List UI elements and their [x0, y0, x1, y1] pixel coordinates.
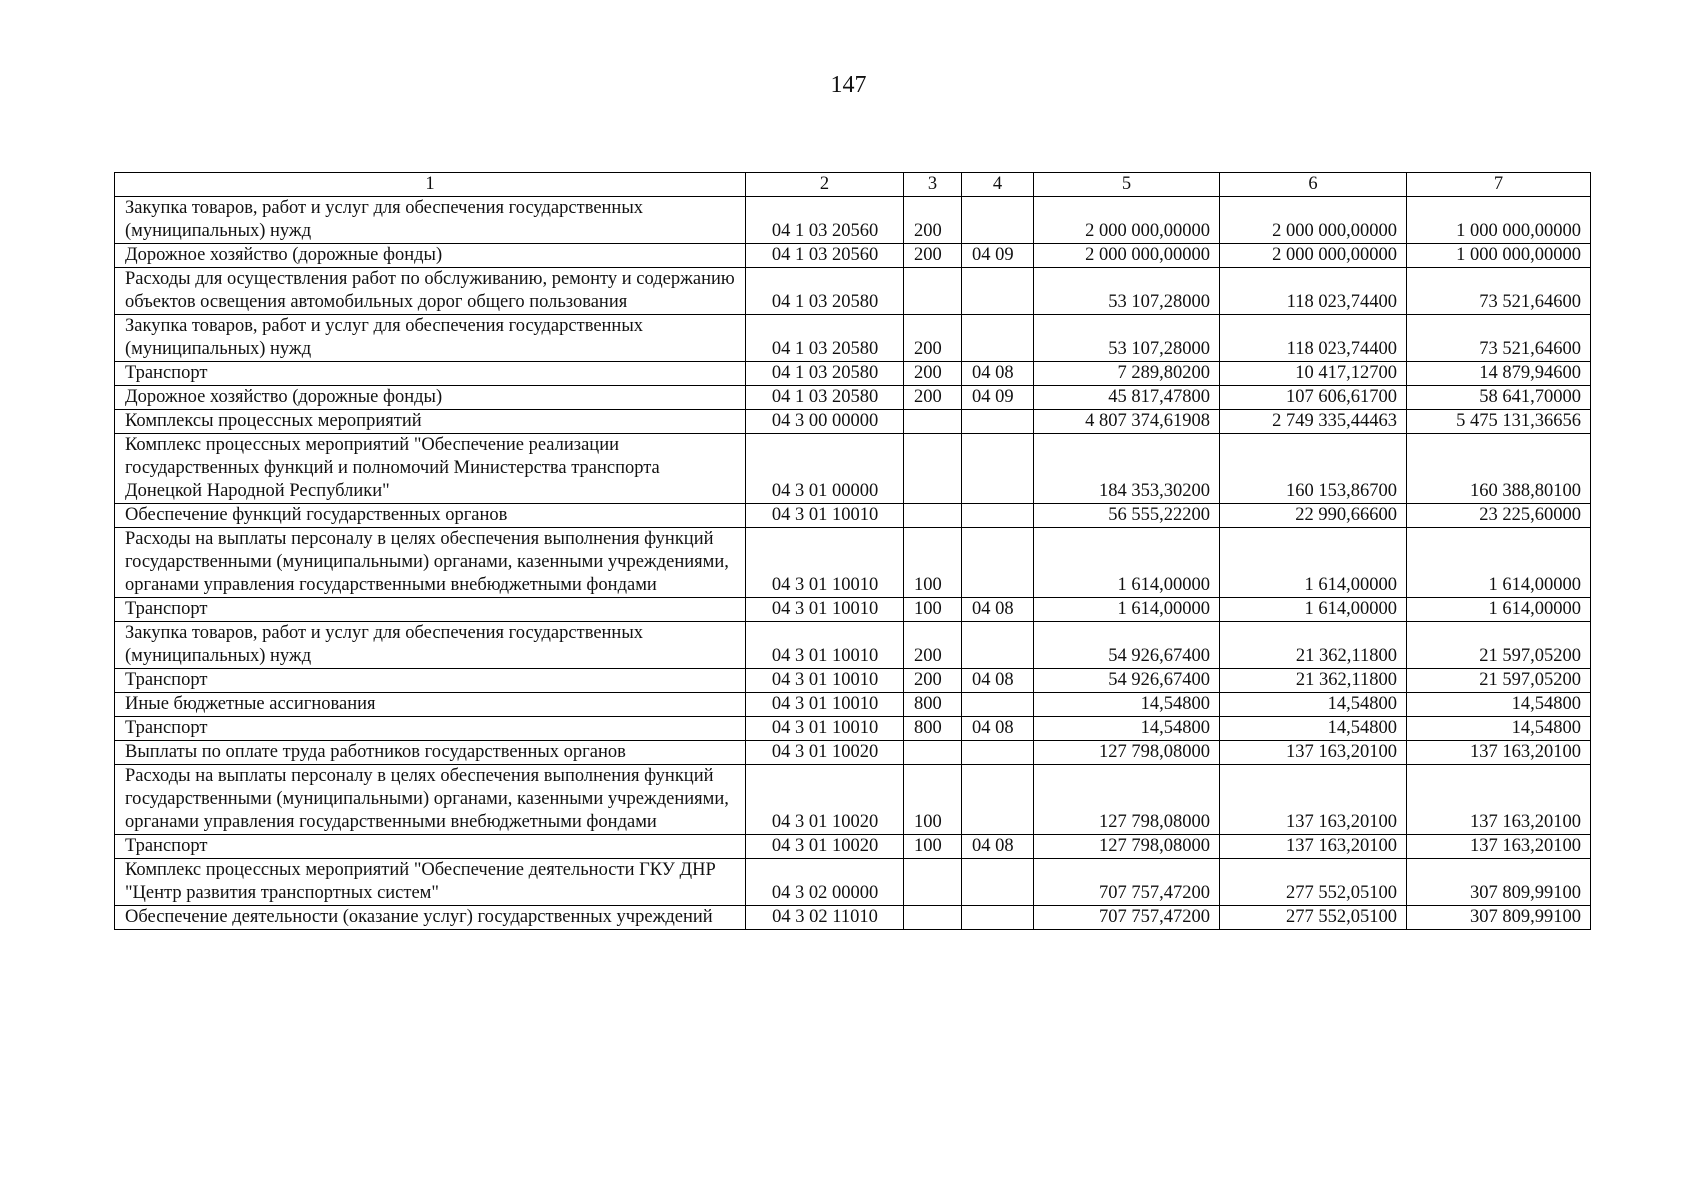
table-row — [115, 598, 1591, 622]
item-name-cell: Обеспечение функций государственных органов — [115, 504, 746, 528]
amount-col5-cell: 2 000 000,00000 — [1034, 197, 1220, 244]
item-name-cell: Транспорт — [115, 835, 746, 859]
section-cell — [962, 622, 1034, 669]
expense-type-cell: 800 — [904, 693, 962, 717]
table-row — [115, 741, 1591, 765]
amount-col5-cell: 184 353,30200 — [1034, 434, 1220, 504]
table-row — [115, 622, 1591, 669]
section-cell — [962, 765, 1034, 835]
amount-col5-cell: 1 614,00000 — [1034, 528, 1220, 598]
amount-col6-cell: 277 552,05100 — [1220, 906, 1407, 930]
section-cell — [962, 197, 1034, 244]
amount-col7-cell: 1 614,00000 — [1407, 598, 1591, 622]
expense-type-cell: 100 — [904, 835, 962, 859]
section-cell — [962, 741, 1034, 765]
section-cell: 04 09 — [962, 386, 1034, 410]
amount-col5-cell: 45 817,47800 — [1034, 386, 1220, 410]
item-name-cell: Комплекс процессных мероприятий "Обеспечение деятельности ГКУ ДНР "Центр развития транспортных систем" — [115, 859, 746, 906]
table-row — [115, 197, 1591, 244]
item-name-cell: Транспорт — [115, 362, 746, 386]
table-row — [115, 315, 1591, 362]
table-row — [115, 693, 1591, 717]
section-cell — [962, 906, 1034, 930]
expense-type-cell: 200 — [904, 622, 962, 669]
table-row — [115, 386, 1591, 410]
expense-type-cell: 200 — [904, 386, 962, 410]
amount-col5-cell: 1 614,00000 — [1034, 598, 1220, 622]
table-row — [115, 410, 1591, 434]
item-name-cell: Закупка товаров, работ и услуг для обеспечения государственных (муниципальных) нужд — [115, 197, 746, 244]
expense-type-cell: 200 — [904, 244, 962, 268]
target-article-cell: 04 3 01 00000 — [746, 434, 904, 504]
table-row — [115, 835, 1591, 859]
item-name-cell: Транспорт — [115, 717, 746, 741]
amount-col5-cell: 56 555,22200 — [1034, 504, 1220, 528]
amount-col6-cell: 1 614,00000 — [1220, 528, 1407, 598]
section-cell: 04 08 — [962, 835, 1034, 859]
expense-type-cell — [904, 410, 962, 434]
column-number-row — [115, 173, 1591, 197]
amount-col6-cell: 2 749 335,44463 — [1220, 410, 1407, 434]
amount-col5-cell: 14,54800 — [1034, 717, 1220, 741]
target-article-cell: 04 3 02 00000 — [746, 859, 904, 906]
table-row — [115, 362, 1591, 386]
item-name-cell: Иные бюджетные ассигнования — [115, 693, 746, 717]
amount-col6-cell: 118 023,74400 — [1220, 315, 1407, 362]
target-article-cell: 04 3 01 10020 — [746, 765, 904, 835]
amount-col7-cell: 14,54800 — [1407, 693, 1591, 717]
expense-type-cell — [904, 741, 962, 765]
column-header: 5 — [1034, 173, 1220, 197]
amount-col6-cell: 10 417,12700 — [1220, 362, 1407, 386]
table-row — [115, 504, 1591, 528]
item-name-cell: Выплаты по оплате труда работников государственных органов — [115, 741, 746, 765]
expense-type-cell: 800 — [904, 717, 962, 741]
expense-type-cell: 200 — [904, 197, 962, 244]
target-article-cell: 04 3 01 10020 — [746, 741, 904, 765]
amount-col5-cell: 53 107,28000 — [1034, 268, 1220, 315]
target-article-cell: 04 1 03 20580 — [746, 386, 904, 410]
amount-col6-cell: 137 163,20100 — [1220, 741, 1407, 765]
item-name-cell: Транспорт — [115, 669, 746, 693]
amount-col7-cell: 307 809,99100 — [1407, 906, 1591, 930]
amount-col5-cell: 14,54800 — [1034, 693, 1220, 717]
amount-col6-cell: 118 023,74400 — [1220, 268, 1407, 315]
amount-col7-cell: 137 163,20100 — [1407, 741, 1591, 765]
amount-col5-cell: 707 757,47200 — [1034, 906, 1220, 930]
column-header: 7 — [1407, 173, 1591, 197]
expense-type-cell — [904, 906, 962, 930]
expense-type-cell: 200 — [904, 315, 962, 362]
column-header: 4 — [962, 173, 1034, 197]
amount-col5-cell: 2 000 000,00000 — [1034, 244, 1220, 268]
amount-col6-cell: 21 362,11800 — [1220, 669, 1407, 693]
section-cell — [962, 410, 1034, 434]
target-article-cell: 04 3 01 10010 — [746, 693, 904, 717]
expense-type-cell: 100 — [904, 765, 962, 835]
expense-type-cell — [904, 504, 962, 528]
amount-col5-cell: 7 289,80200 — [1034, 362, 1220, 386]
amount-col5-cell: 707 757,47200 — [1034, 859, 1220, 906]
expense-type-cell: 200 — [904, 362, 962, 386]
expense-type-cell: 200 — [904, 669, 962, 693]
amount-col6-cell: 137 163,20100 — [1220, 765, 1407, 835]
amount-col5-cell: 127 798,08000 — [1034, 835, 1220, 859]
section-cell: 04 08 — [962, 598, 1034, 622]
amount-col7-cell: 14 879,94600 — [1407, 362, 1591, 386]
item-name-cell: Расходы на выплаты персоналу в целях обеспечения выполнения функций государственными (муниципальными) органами, казенными учреждениями, органами управления государственными внебюджетными фондами — [115, 765, 746, 835]
table-row — [115, 717, 1591, 741]
amount-col6-cell: 107 606,61700 — [1220, 386, 1407, 410]
column-header: 3 — [904, 173, 962, 197]
amount-col7-cell: 73 521,64600 — [1407, 268, 1591, 315]
expense-type-cell — [904, 434, 962, 504]
amount-col6-cell: 21 362,11800 — [1220, 622, 1407, 669]
target-article-cell: 04 3 02 11010 — [746, 906, 904, 930]
table-row — [115, 765, 1591, 835]
table-row — [115, 244, 1591, 268]
expense-type-cell: 100 — [904, 598, 962, 622]
amount-col6-cell: 277 552,05100 — [1220, 859, 1407, 906]
target-article-cell: 04 3 00 00000 — [746, 410, 904, 434]
target-article-cell: 04 3 01 10010 — [746, 622, 904, 669]
section-cell: 04 08 — [962, 669, 1034, 693]
table-row — [115, 669, 1591, 693]
amount-col6-cell: 2 000 000,00000 — [1220, 244, 1407, 268]
amount-col6-cell: 22 990,66600 — [1220, 504, 1407, 528]
amount-col7-cell: 1 000 000,00000 — [1407, 244, 1591, 268]
amount-col5-cell: 4 807 374,61908 — [1034, 410, 1220, 434]
item-name-cell: Комплексы процессных мероприятий — [115, 410, 746, 434]
table-row — [115, 268, 1591, 315]
amount-col6-cell: 14,54800 — [1220, 693, 1407, 717]
amount-col5-cell: 54 926,67400 — [1034, 669, 1220, 693]
item-name-cell: Закупка товаров, работ и услуг для обеспечения государственных (муниципальных) нужд — [115, 622, 746, 669]
section-cell — [962, 504, 1034, 528]
section-cell: 04 08 — [962, 362, 1034, 386]
target-article-cell: 04 3 01 10020 — [746, 835, 904, 859]
item-name-cell: Транспорт — [115, 598, 746, 622]
section-cell — [962, 268, 1034, 315]
item-name-cell: Расходы на выплаты персоналу в целях обеспечения выполнения функций государственными (муниципальными) органами, казенными учреждениями, органами управления государственными внебюджетными фондами — [115, 528, 746, 598]
section-cell: 04 09 — [962, 244, 1034, 268]
column-header: 1 — [115, 173, 746, 197]
page-number: 147 — [830, 72, 867, 98]
amount-col6-cell: 14,54800 — [1220, 717, 1407, 741]
target-article-cell: 04 1 03 20560 — [746, 244, 904, 268]
section-cell — [962, 528, 1034, 598]
amount-col6-cell: 1 614,00000 — [1220, 598, 1407, 622]
target-article-cell: 04 3 01 10010 — [746, 504, 904, 528]
target-article-cell: 04 3 01 10010 — [746, 598, 904, 622]
amount-col6-cell: 160 153,86700 — [1220, 434, 1407, 504]
target-article-cell: 04 3 01 10010 — [746, 717, 904, 741]
item-name-cell: Расходы для осуществления работ по обслуживанию, ремонту и содержанию объектов освещения автомобильных дорог общего пользования — [115, 268, 746, 315]
amount-col7-cell: 307 809,99100 — [1407, 859, 1591, 906]
table-row — [115, 906, 1591, 930]
amount-col7-cell: 1 614,00000 — [1407, 528, 1591, 598]
expense-type-cell — [904, 859, 962, 906]
target-article-cell: 04 3 01 10010 — [746, 669, 904, 693]
section-cell — [962, 859, 1034, 906]
amount-col7-cell: 5 475 131,36656 — [1407, 410, 1591, 434]
amount-col6-cell: 2 000 000,00000 — [1220, 197, 1407, 244]
amount-col7-cell: 14,54800 — [1407, 717, 1591, 741]
target-article-cell: 04 1 03 20580 — [746, 362, 904, 386]
table-row — [115, 859, 1591, 906]
amount-col7-cell: 73 521,64600 — [1407, 315, 1591, 362]
item-name-cell: Комплекс процессных мероприятий "Обеспечение реализации государственных функций и полномочий Министерства транспорта Донецкой Народной Республики" — [115, 434, 746, 504]
table-row — [115, 528, 1591, 598]
budget-table — [114, 172, 1591, 930]
item-name-cell: Закупка товаров, работ и услуг для обеспечения государственных (муниципальных) нужд — [115, 315, 746, 362]
item-name-cell: Дорожное хозяйство (дорожные фонды) — [115, 386, 746, 410]
target-article-cell: 04 1 03 20560 — [746, 197, 904, 244]
amount-col7-cell: 160 388,80100 — [1407, 434, 1591, 504]
section-cell: 04 08 — [962, 717, 1034, 741]
amount-col6-cell: 137 163,20100 — [1220, 835, 1407, 859]
amount-col5-cell: 127 798,08000 — [1034, 741, 1220, 765]
target-article-cell: 04 1 03 20580 — [746, 315, 904, 362]
amount-col5-cell: 53 107,28000 — [1034, 315, 1220, 362]
amount-col7-cell: 137 163,20100 — [1407, 765, 1591, 835]
item-name-cell: Обеспечение деятельности (оказание услуг) государственных учреждений — [115, 906, 746, 930]
section-cell — [962, 315, 1034, 362]
column-header: 6 — [1220, 173, 1407, 197]
section-cell — [962, 693, 1034, 717]
column-header: 2 — [746, 173, 904, 197]
amount-col5-cell: 127 798,08000 — [1034, 765, 1220, 835]
expense-type-cell: 100 — [904, 528, 962, 598]
item-name-cell: Дорожное хозяйство (дорожные фонды) — [115, 244, 746, 268]
target-article-cell: 04 3 01 10010 — [746, 528, 904, 598]
expense-type-cell — [904, 268, 962, 315]
amount-col7-cell: 21 597,05200 — [1407, 622, 1591, 669]
table-row — [115, 434, 1591, 504]
amount-col7-cell: 58 641,70000 — [1407, 386, 1591, 410]
amount-col7-cell: 21 597,05200 — [1407, 669, 1591, 693]
amount-col7-cell: 23 225,60000 — [1407, 504, 1591, 528]
section-cell — [962, 434, 1034, 504]
amount-col5-cell: 54 926,67400 — [1034, 622, 1220, 669]
amount-col7-cell: 1 000 000,00000 — [1407, 197, 1591, 244]
target-article-cell: 04 1 03 20580 — [746, 268, 904, 315]
amount-col7-cell: 137 163,20100 — [1407, 835, 1591, 859]
